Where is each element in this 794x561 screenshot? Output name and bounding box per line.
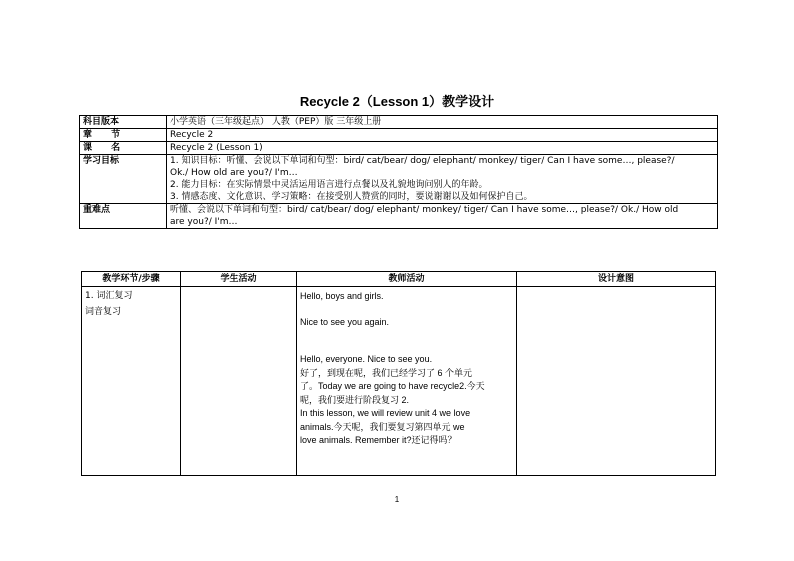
subject-value: 小学英语（三年级起点） 人教（PEP）版 三年级上册 (167, 116, 718, 129)
key-points-label: 重难点 (80, 204, 167, 229)
header-step: 教学环节/步骤 (82, 272, 181, 287)
teacher-line: Hello, everyone. Nice to see you. (300, 354, 433, 364)
lesson-label: 课 名 (80, 142, 167, 155)
chapter-value: Recycle 2 (167, 129, 718, 142)
step-cell (82, 287, 181, 476)
info-table (79, 115, 718, 229)
teacher-line (300, 329, 513, 341)
subject-row (80, 116, 718, 129)
teacher-line: 了。Today we are going to have recycle2.今天 (300, 381, 485, 391)
teacher-line (300, 304, 513, 316)
teacher-line (300, 341, 513, 353)
student-activity-cell (181, 287, 297, 476)
goal-line: 1. 知识目标：听懂、会说以下单词和句型：bird/ cat/bear/ dog/ elephant/ monkey/ tiger/ Can I have some…, please?/ (170, 156, 675, 166)
goal-line: 2. 能力目标：在实际情景中灵活运用语言进行点餐以及礼貌地询问别人的年龄。 (170, 180, 488, 190)
page-number: 1 (394, 495, 400, 504)
goals-label: 学习目标 (80, 155, 167, 204)
process-header-row (82, 272, 716, 287)
key-points-value (167, 204, 718, 229)
teacher-line: In this lesson, we will review unit 4 we love (300, 408, 471, 418)
teacher-line: Nice to see you again. (300, 316, 390, 327)
design-intent-cell (517, 287, 716, 476)
process-row (82, 287, 716, 476)
teacher-activity-cell (297, 287, 517, 476)
teacher-line: love animals. Remember it?还记得吗？ (300, 435, 457, 445)
goal-line: Ok./ How old are you?/ I'm… (170, 168, 298, 178)
teacher-line: animals.今天呢，我们要复习第四单元 we (300, 421, 465, 432)
step-line: 词音复习 (85, 307, 122, 317)
goal-line: 3. 情感态度、文化意识、学习策略：在接受别人赞赏的同时，要说谢谢以及如何保护自己。 (170, 192, 533, 202)
chapter-label: 章 节 (80, 129, 167, 142)
header-teacher: 教师活动 (297, 272, 517, 287)
chapter-row (80, 129, 718, 142)
subject-label: 科目版本 (80, 116, 167, 129)
lesson-row (80, 142, 718, 155)
key-points-row (80, 204, 718, 229)
header-intent: 设计意图 (517, 272, 716, 287)
lesson-value: Recycle 2 (Lesson 1) (167, 142, 718, 155)
goals-row (80, 155, 718, 204)
goals-value (167, 155, 718, 204)
header-student: 学生活动 (181, 272, 297, 287)
key-line: are you?/ I'm… (170, 217, 238, 227)
teacher-line: 好了，到现在呢，我们已经学习了 6 个单元 (300, 367, 473, 378)
process-table (81, 271, 716, 476)
step-line: 1. 词汇复习 (85, 291, 133, 301)
document-title: Recycle 2（Lesson 1）教学设计 (299, 94, 495, 109)
teacher-line: Hello, boys and girls. (300, 291, 384, 301)
key-line: 听懂、会说以下单词和句型：bird/ cat/bear/ dog/ elephant/ monkey/ tiger/ Can I have some…, please?/ Ok./ How old (170, 205, 679, 215)
teacher-line: 呢，我们要进行阶段复习 2. (300, 394, 410, 405)
